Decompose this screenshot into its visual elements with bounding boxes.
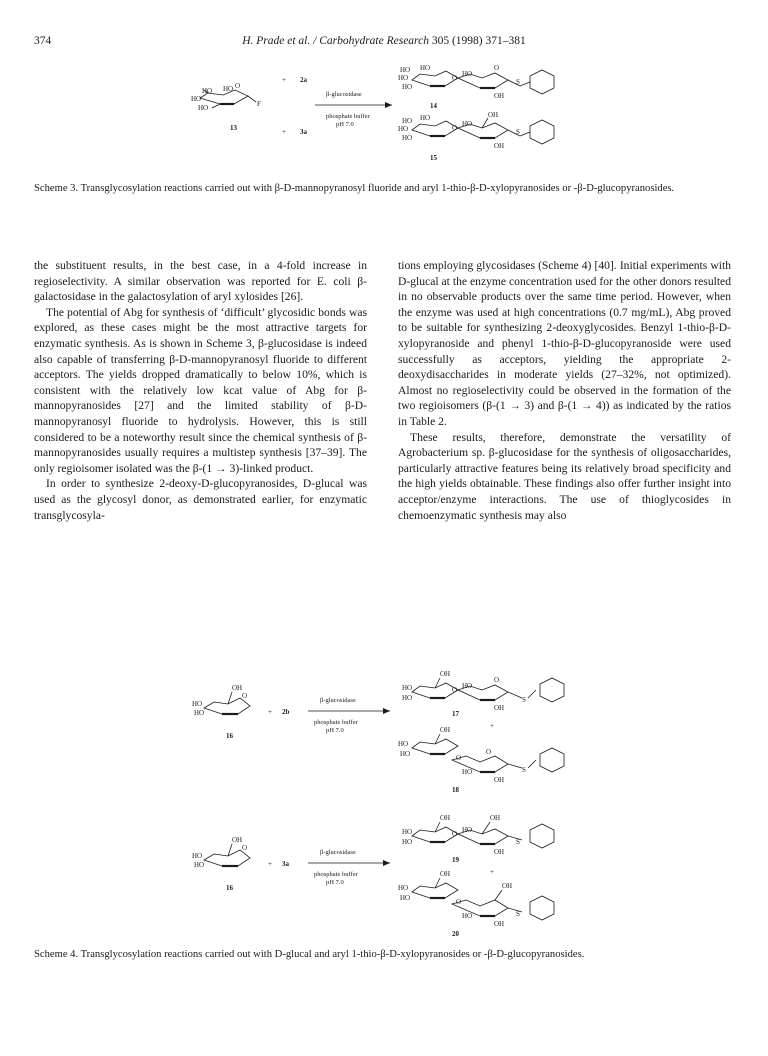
plus-sign: + (490, 722, 494, 730)
compound-number: 13 (230, 124, 237, 132)
buffer-label: phosphate buffer (326, 113, 370, 120)
enzyme-label: β-glucosidase (320, 849, 356, 856)
atom-label: OH (488, 111, 499, 119)
atom-label: HO (398, 125, 409, 133)
atom-label: HO (194, 861, 205, 869)
atom-label: F (257, 100, 261, 108)
compound-number: 20 (452, 930, 459, 938)
atom-label: O (452, 830, 458, 838)
body-column-right (398, 258, 731, 523)
atom-label: O (452, 686, 458, 694)
atom-label: OH (440, 814, 451, 822)
atom-label: HO (194, 709, 205, 717)
atom-label: HO (402, 828, 413, 836)
header-journal: Carbohydrate Research (319, 35, 429, 47)
atom-label: S (516, 838, 520, 846)
atom-label: O (456, 754, 462, 762)
atom-label: O (494, 64, 500, 72)
product-18-structure (398, 726, 564, 794)
atom-label: HO (398, 740, 409, 748)
atom-label: HO (400, 750, 411, 758)
reactant-13-structure (191, 82, 261, 132)
atom-label: HO (191, 95, 202, 103)
plus-sign: + (282, 128, 286, 136)
scheme-3-figure (190, 60, 590, 170)
ph-label: pH 7.0 (326, 879, 344, 886)
compound-number: 3a (300, 128, 307, 136)
scheme-4-caption: Scheme 4. Transglycosylation reactions carried out with D-glucal and aryl 1-thio-β-D-xylopyranosides or -β-D-glucopyranosides. (34, 949, 585, 960)
reactant-16-structure (192, 836, 250, 892)
atom-label: S (516, 910, 520, 918)
compound-number: 19 (452, 856, 459, 864)
atom-label: OH (440, 726, 451, 734)
atom-label: HO (192, 852, 203, 860)
header-year-pages: (1998) 371–381 (451, 35, 526, 47)
atom-label: O (452, 74, 458, 82)
product-17-structure (402, 670, 564, 718)
atom-label: O (486, 748, 492, 756)
product-14-structure (398, 64, 554, 110)
atom-label: O (242, 844, 248, 852)
atom-label: OH (494, 776, 505, 784)
atom-label: HO (462, 912, 473, 920)
atom-label: OH (232, 836, 243, 844)
atom-label: HO (462, 70, 473, 78)
atom-label: O (452, 124, 458, 132)
atom-label: O (494, 676, 500, 684)
paragraph: In order to synthesize 2-deoxy-D-glucopyranosides, D-glucal was used as the glycosyl donor, as demonstrated earlier, for enzymatic transglycosyla- (34, 477, 367, 522)
body-column-left (34, 258, 367, 523)
compound-number: 2b (282, 708, 290, 716)
atom-label: O (235, 82, 241, 90)
atom-label: HO (192, 700, 203, 708)
atom-label: HO (462, 120, 473, 128)
scheme-3-caption: Scheme 3. Transglycosylation reactions carried out with β-D-mannopyranosyl fluoride and aryl 1-thio-β-D-xylopyranosides or -β-D-glucopyranosides. (34, 183, 675, 194)
plus-sign: + (268, 708, 272, 716)
product-19-structure (402, 814, 554, 864)
atom-label: OH (440, 670, 451, 678)
atom-label: OH (232, 684, 243, 692)
atom-label: HO (400, 894, 411, 902)
atom-label: HO (462, 682, 473, 690)
atom-label: HO (202, 87, 213, 95)
atom-label: HO (402, 838, 413, 846)
atom-label: S (522, 766, 526, 774)
atom-label: OH (440, 870, 451, 878)
compound-number: 2a (300, 76, 307, 84)
compound-number: 14 (430, 102, 437, 110)
atom-label: O (456, 898, 462, 906)
enzyme-label: β-glucosidase (320, 697, 356, 704)
compound-number: 17 (452, 710, 459, 718)
ph-label: pH 7.0 (326, 727, 344, 734)
ph-label: pH 7.0 (336, 121, 354, 128)
atom-label: S (516, 78, 520, 86)
buffer-label: phosphate buffer (314, 719, 358, 726)
product-20-structure (398, 870, 554, 938)
running-header: H. Prade et al. / Carbohydrate Research 305 (1998) 371–381 (242, 35, 526, 47)
atom-label: OH (494, 704, 505, 712)
atom-label: S (522, 696, 526, 704)
atom-label: HO (402, 134, 413, 142)
paragraph: the substituent results, in the best case, in a 4-fold increase in regioselectivity. A similar observation was reported for E. coli β-galactosidase in the galactosylation of aryl xylosides [26]. (34, 259, 367, 304)
buffer-label: phosphate buffer (314, 871, 358, 878)
atom-label: HO (462, 826, 473, 834)
compound-number: 15 (430, 154, 437, 162)
atom-label: HO (420, 64, 431, 72)
compound-number: 3a (282, 860, 289, 868)
atom-label: HO (402, 83, 413, 91)
paragraph: tions employing glycosidases (Scheme 4) [40]. Initial experiments with D-glucal at the enzyme concentration used for the other donors resulted in no observable products over the same time period. However, when the enzyme was used at high concentrations (0.7 mg/mL), Abg proved to be suitable for synthesizing 2-deoxyglycosides. Benzyl 1-thio-β-D-xylopyranoside and phenyl 1-thio-β-D-glucopyranoside were used successfully as acceptors, yielding the appropriate 2-deoxydisaccharides in moderate yields (27–32%, not optimized). Almost no regioselectivity could be observed in the formation of the two regioisomers (β-(1 → 3) and β-(1 → 4)) as indicated by the ratios in Table 2. (398, 259, 731, 428)
atom-label: HO (402, 684, 413, 692)
reactant-16-structure (192, 684, 250, 740)
atom-label: HO (420, 114, 431, 122)
paragraph: These results, therefore, demonstrate the versatility of Agrobacterium sp. β-glucosidase for the synthesis of oligosaccharides, particularly attractive features being its relatively broad specificity and the high yields obtainable. These findings also offer further insight into acceptor/enzyme interactions. The use of thioglycosides in chemoenzymatic synthesis may also (398, 430, 731, 522)
atom-label: HO (400, 66, 411, 74)
atom-label: HO (398, 74, 409, 82)
atom-label: OH (494, 142, 505, 150)
compound-number: 16 (226, 884, 233, 892)
compound-number: 18 (452, 786, 459, 794)
atom-label: HO (223, 85, 234, 93)
atom-label: HO (198, 104, 209, 112)
header-volume: 305 (431, 35, 450, 47)
plus-sign: + (490, 868, 494, 876)
scheme-4-figure (190, 668, 590, 940)
page-number: 374 (34, 35, 52, 47)
compound-number: 16 (226, 732, 233, 740)
atom-label: OH (502, 882, 513, 890)
plus-sign: + (282, 76, 286, 84)
atom-label: O (242, 692, 248, 700)
product-15-structure (398, 111, 554, 162)
atom-label: HO (462, 768, 473, 776)
atom-label: S (516, 128, 520, 136)
atom-label: OH (490, 814, 501, 822)
plus-sign: + (268, 860, 272, 868)
atom-label: HO (402, 117, 413, 125)
header-authors: H. Prade et al. (242, 35, 311, 47)
atom-label: OH (494, 920, 505, 928)
atom-label: HO (398, 884, 409, 892)
atom-label: OH (494, 848, 505, 856)
atom-label: OH (494, 92, 505, 100)
enzyme-label: β-glucosidase (326, 91, 362, 98)
atom-label: HO (402, 694, 413, 702)
paragraph: The potential of Abg for synthesis of ‘difficult’ glycosidic bonds was explored, as these cases might be the most attractive targets for enzymatic synthesis. As is shown in Scheme 3, β-glucosidase is indeed also capable of transferring β-D-mannopyranosyl fluoride to different acceptors. The yields dropped dramatically to below 10%, which is consistent with the relatively low kcat value of Abg for β-mannopyranosides [27] and the limited stability of β-D-mannopyranosyl fluoride to hydrolysis. However, this is still considered to be a noteworthy result since the chemical synthesis of β-mannopyranosides usually requires a multistep synthesis [37–39]. The only regioisomer isolated was the β-(1 → 3)-linked product. (34, 305, 367, 475)
